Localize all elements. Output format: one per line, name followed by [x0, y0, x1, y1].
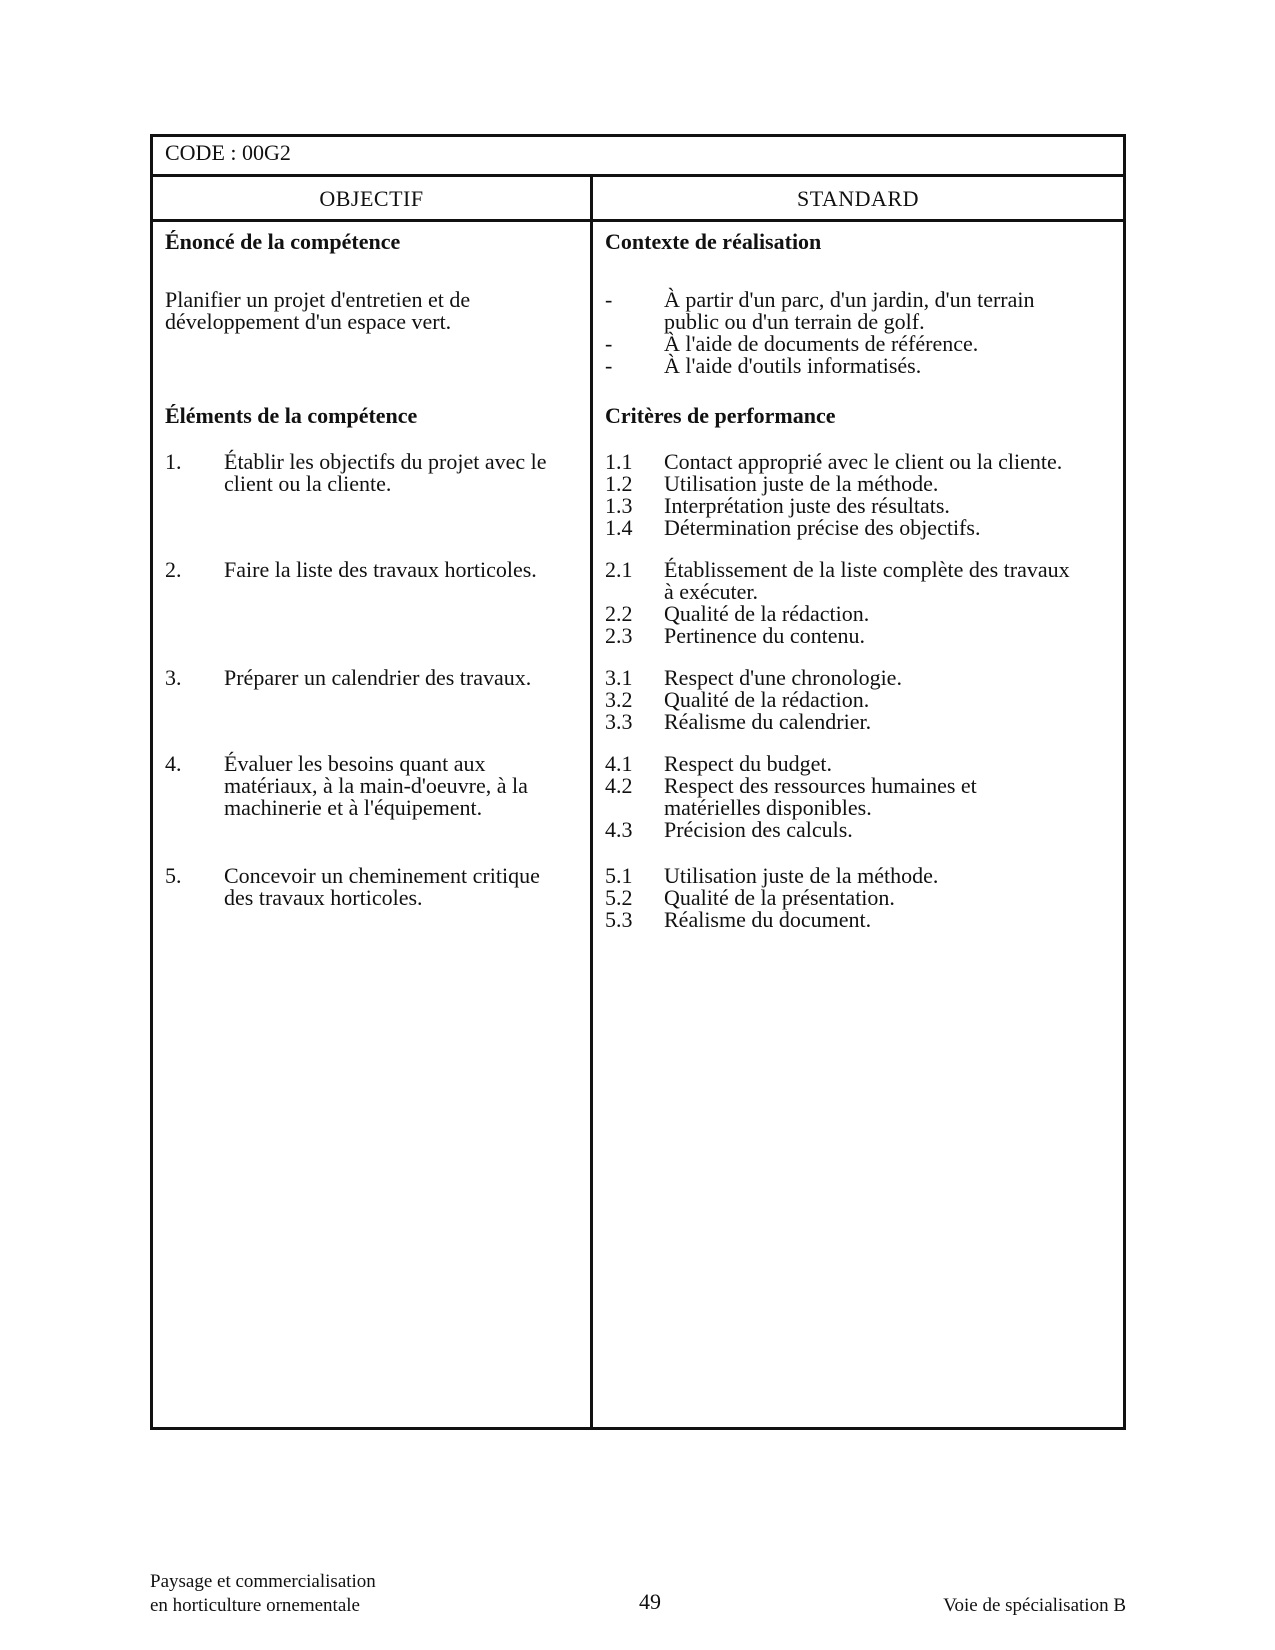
critere-text: Qualité de la rédaction. [664, 601, 870, 626]
enonce-line: développement d'un espace vert. [165, 309, 452, 334]
element-number: 3. [165, 665, 182, 690]
critere-number: 1.3 [605, 493, 633, 518]
critere-line: à exécuter. [664, 579, 759, 604]
critere-text: Utilisation juste de la méthode. [664, 471, 939, 496]
enonce-heading: Énoncé de la compétence [165, 229, 401, 254]
element-line: client ou la cliente. [224, 471, 392, 496]
critere-number: 2.2 [605, 601, 633, 626]
bullet-dash: - [605, 353, 613, 378]
critere-text [664, 559, 1105, 603]
critere-number: 3.1 [605, 665, 633, 690]
critere-number: 5.2 [605, 885, 633, 910]
contexte-text [664, 333, 1105, 355]
bullet-dash: - [605, 287, 613, 312]
competence-table [150, 134, 1126, 1430]
footer-program-title [150, 1570, 376, 1618]
critere-text: Détermination précise des objectifs. [664, 515, 981, 540]
critere-number: 3.3 [605, 709, 633, 734]
critere-text [664, 775, 1105, 819]
element-line: Préparer un calendrier des travaux. [224, 665, 532, 690]
element-line: Faire la liste des travaux horticoles. [224, 557, 537, 582]
contexte-text [664, 289, 1105, 333]
enonce-line: Planifier un projet d'entretien et de [165, 287, 471, 312]
critere-number: 1.1 [605, 449, 633, 474]
contexte-text [664, 355, 1105, 377]
critere-text: Réalisme du calendrier. [664, 709, 872, 734]
critere-number: 4.3 [605, 817, 633, 842]
critere-number: 5.3 [605, 907, 633, 932]
critere-number: 3.2 [605, 687, 633, 712]
enonce-text [165, 289, 470, 333]
column-divider [590, 177, 593, 1427]
critere-text: Précision des calculs. [664, 817, 853, 842]
critere-text: Qualité de la présentation. [664, 885, 895, 910]
contexte-heading: Contexte de réalisation [605, 229, 822, 254]
critere-number: 4.1 [605, 751, 633, 776]
element-number: 1. [165, 449, 182, 474]
standard-column [605, 137, 1105, 1427]
elements-heading: Éléments de la compétence [165, 403, 418, 428]
critere-text: Pertinence du contenu. [664, 623, 865, 648]
element-line: Établir les objectifs du projet avec le [224, 449, 547, 474]
element-text [224, 753, 575, 819]
contexte-line: À partir d'un parc, d'un jardin, d'un terrain [664, 287, 1035, 312]
contexte-line: À l'aide de documents de référence. [664, 331, 979, 356]
element-text [224, 451, 575, 495]
critere-text: Utilisation juste de la méthode. [664, 863, 939, 888]
bullet-dash: - [605, 331, 613, 356]
page-number: 49 [639, 1589, 661, 1614]
element-line: machinerie et à l'équipement. [224, 795, 483, 820]
header-objectif: OBJECTIF [319, 186, 424, 211]
code-label: CODE : 00G2 [153, 137, 1123, 177]
critere-number: 5.1 [605, 863, 633, 888]
critere-line: matérielles disponibles. [664, 795, 872, 820]
element-line: matériaux, à la main-d'oeuvre, à la [224, 773, 528, 798]
header-standard: STANDARD [796, 186, 920, 211]
contexte-line: public ou d'un terrain de golf. [664, 309, 925, 334]
element-line: Évaluer les besoins quant aux [224, 751, 486, 776]
footer-line: Paysage et commercialisation [150, 1571, 376, 1592]
critere-number: 1.2 [605, 471, 633, 496]
critere-line: Établissement de la liste complète des travaux [664, 557, 1070, 582]
critere-text: Qualité de la rédaction. [664, 687, 870, 712]
contexte-line: À l'aide d'outils informatisés. [664, 353, 922, 378]
element-number: 4. [165, 751, 182, 776]
footer-specialisation: Voie de spécialisation B [943, 1595, 1126, 1616]
element-text [224, 559, 575, 581]
critere-text: Interprétation juste des résultats. [664, 493, 950, 518]
critere-number: 4.2 [605, 773, 633, 798]
critere-text: Contact approprié avec le client ou la cliente. [664, 449, 1063, 474]
critere-number: 2.3 [605, 623, 633, 648]
critere-number: 1.4 [605, 515, 633, 540]
critere-text: Réalisme du document. [664, 907, 872, 932]
critere-text: Respect d'une chronologie. [664, 665, 902, 690]
objectif-column [165, 137, 575, 1427]
element-text [224, 667, 575, 689]
critere-line: Respect des ressources humaines et [664, 773, 977, 798]
element-number: 5. [165, 863, 182, 888]
element-line: des travaux horticoles. [224, 885, 423, 910]
critere-text: Respect du budget. [664, 751, 833, 776]
criteres-heading: Critères de performance [605, 403, 836, 428]
footer-line: en horticulture ornementale [150, 1595, 360, 1616]
element-text [224, 865, 575, 909]
element-number: 2. [165, 557, 182, 582]
critere-number: 2.1 [605, 557, 633, 582]
element-line: Concevoir un cheminement critique [224, 863, 540, 888]
